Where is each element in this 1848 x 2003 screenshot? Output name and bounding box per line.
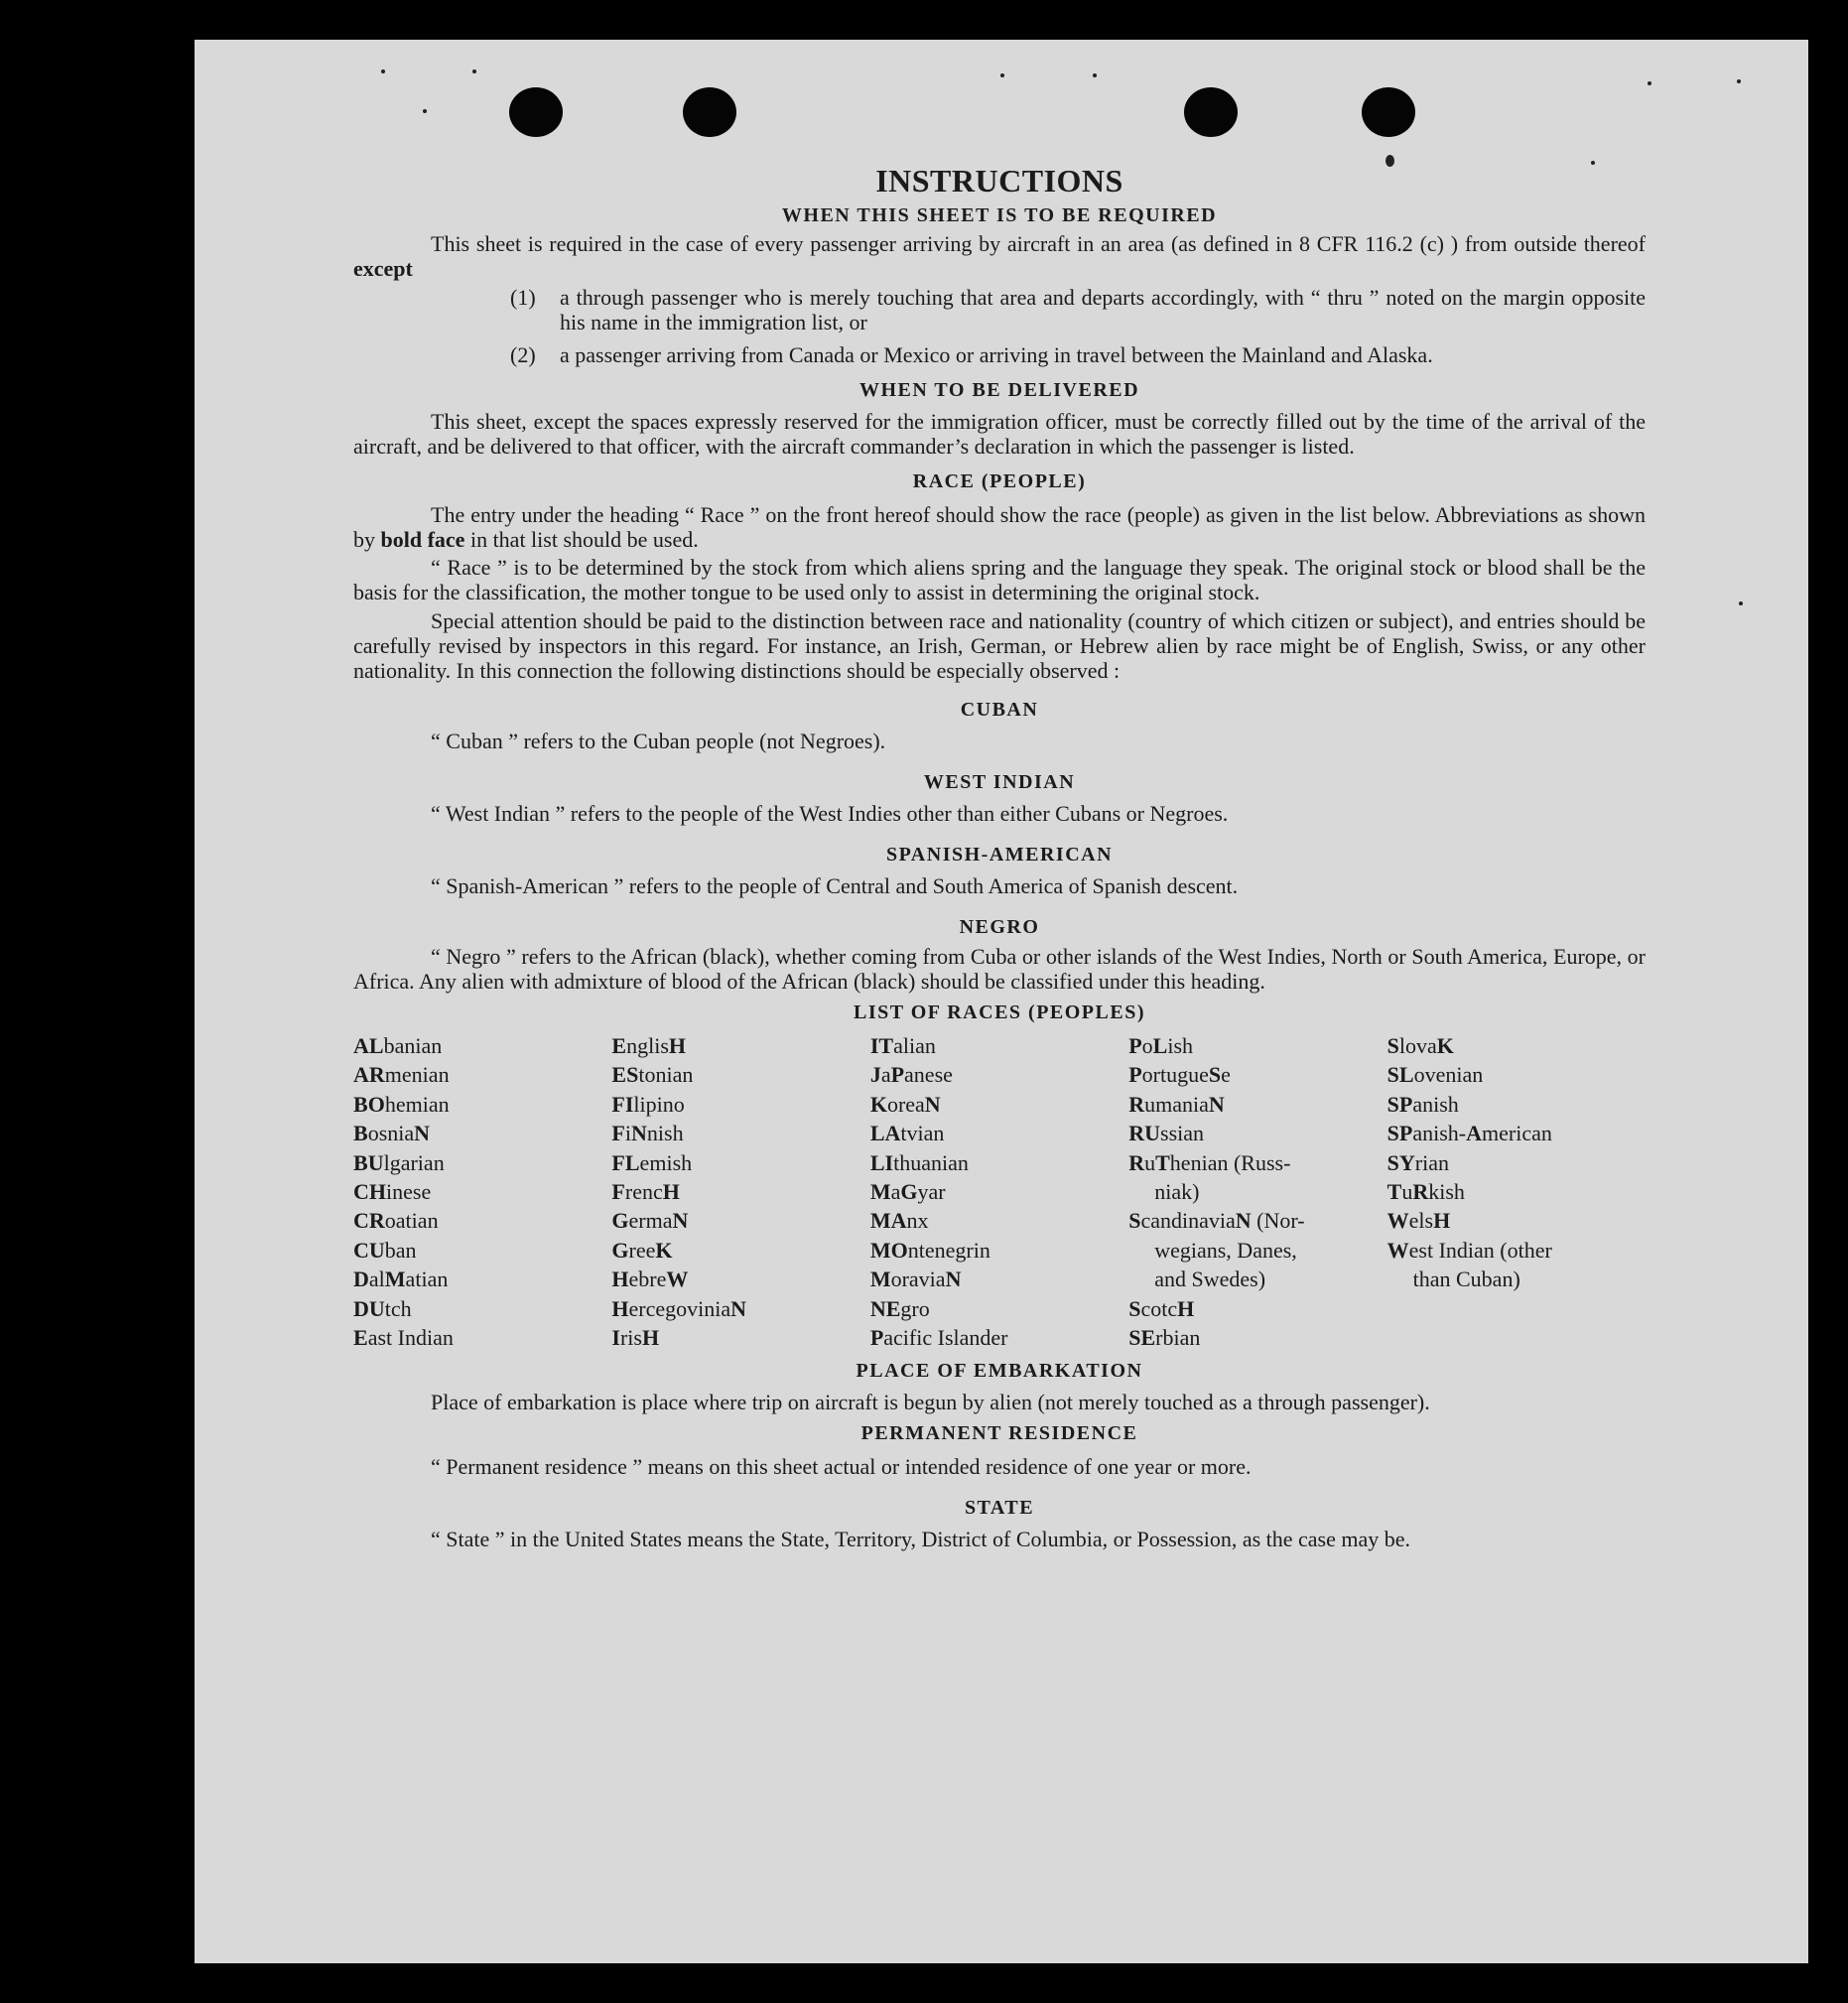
paragraph: Special attention should be paid to the distinction between race and nationality (country of which citizen or subject), and entries should be carefully revised by inspectors in this regard. For instance, an Irish, German, or Hebrew alien by race might be of English, Swiss, or any other nationality. In this connection the following distinctions should be especially observed : [353, 608, 1646, 683]
instructions-content [353, 161, 1646, 1551]
paragraph: “ Permanent residence ” means on this sheet actual or intended residence of one year or more. [431, 1454, 1252, 1480]
paragraph: “ West Indian ” refers to the people of the West Indies other than either Cubans or Negroes. [431, 801, 1229, 826]
dust-speck [1093, 73, 1097, 77]
race-entry: LAtvian [869, 1121, 945, 1146]
race-entry: wegians, Danes, [1154, 1237, 1297, 1263]
race-entry: than Cuban) [1412, 1267, 1520, 1292]
punch-hole [683, 87, 736, 137]
section-heading: WHEN THIS SHEET IS TO BE REQUIRED [781, 204, 1218, 226]
races-column [1387, 1031, 1646, 1352]
dust-speck [472, 69, 476, 73]
section-heading: WHEN TO BE DELIVERED [858, 379, 1140, 401]
race-entry: KoreaN [869, 1091, 941, 1117]
race-entry: JaPanese [869, 1062, 953, 1088]
race-entry: FrencH [611, 1179, 680, 1205]
dust-speck [1648, 81, 1651, 85]
race-entry: DalMatian [353, 1267, 449, 1292]
race-entry: BosniaN [353, 1121, 431, 1146]
paragraph: “ Negro ” refers to the African (black), whether coming from Cuba or other islands of the West Indies, North or South America, Europe, or Africa. Any alien with admixture of blood of the African (black) should be classified under this heading. [353, 944, 1646, 994]
race-entry: MOntenegrin [869, 1237, 990, 1263]
race-entry: BOhemian [353, 1091, 450, 1117]
race-entry: West Indian (other [1386, 1237, 1552, 1263]
paragraph: Place of embarkation is place where trip on aircraft is begun by alien (not merely touched as a through passenger). [431, 1390, 1430, 1415]
races-column [353, 1031, 611, 1352]
race-entry: CHinese [353, 1179, 432, 1205]
paragraph: This sheet is required in the case of every passenger arriving by aircraft in an area (as defined in 8 CFR 116.2 (c) ) from outside thereof except [353, 231, 1646, 281]
race-entry: DUtch [353, 1295, 412, 1321]
race-entry: SlovaK [1386, 1033, 1454, 1058]
race-entry: PortugueSe [1128, 1062, 1231, 1088]
race-entry: EnglisH [611, 1033, 687, 1058]
punch-hole [509, 87, 563, 137]
paragraph: This sheet, except the spaces expressly reserved for the immigration officer, must be correctly filled out by the time of the arrival of the aircraft, and be delivered to that officer, with the aircraft commander’s declaration in which the passenger is listed. [353, 409, 1646, 459]
paragraph: “ Race ” is to be determined by the stock from which aliens spring and the language they speak. The original stock or blood shall be the basis for the classification, the mother tongue to be used only to assist in determining the original stock. [353, 555, 1646, 604]
race-entry: MAnx [869, 1208, 929, 1234]
race-entry: GreeK [611, 1237, 673, 1263]
race-entry: HercegoviniaN [611, 1295, 747, 1321]
race-entry: ITalian [869, 1033, 936, 1058]
race-entry: niak) [1154, 1179, 1200, 1205]
section-heading: WEST INDIAN [923, 771, 1076, 793]
paragraph: “ State ” in the United States means the State, Territory, District of Columbia, or Possession, as the case may be. [431, 1527, 1411, 1552]
section-heading: NEGRO [959, 916, 1040, 938]
race-entry: PoLish [1128, 1033, 1194, 1058]
punch-hole [1184, 87, 1238, 137]
race-entry: CUban [353, 1237, 417, 1263]
section-heading: CUBAN [960, 699, 1039, 721]
race-entry: GermaN [611, 1208, 689, 1234]
race-entry: SPanish-American [1386, 1121, 1552, 1146]
race-entry: NEgro [869, 1295, 930, 1321]
races-list [353, 1031, 1646, 1352]
race-entry: FIlipino [611, 1091, 685, 1117]
race-entry: CRoatian [353, 1208, 439, 1234]
list-item: (2) a passenger arriving from Canada or Mexico or arriving in travel between the Mainland and Alaska. [510, 342, 1433, 367]
section-heading: STATE [964, 1497, 1035, 1520]
race-entry: TuRkish [1386, 1179, 1465, 1205]
race-entry: ALbanian [353, 1033, 443, 1058]
race-entry: SPanish [1386, 1091, 1459, 1117]
page-title: INSTRUCTIONS [875, 163, 1123, 199]
section-heading: PERMANENT RESIDENCE [860, 1422, 1138, 1445]
race-entry: EStonian [611, 1062, 694, 1088]
race-entry: SLovenian [1386, 1062, 1484, 1088]
section-heading: PLACE OF EMBARKATION [856, 1360, 1143, 1383]
race-entry: Pacific Islander [869, 1325, 1008, 1351]
race-entry: BUlgarian [353, 1149, 445, 1175]
race-entry: RUssian [1128, 1121, 1205, 1146]
race-entry: MaGyar [869, 1179, 946, 1205]
race-entry: FLemish [611, 1149, 693, 1175]
dust-speck [1737, 79, 1741, 83]
dust-speck [381, 69, 385, 73]
race-entry: HebreW [611, 1267, 689, 1292]
dust-speck [1000, 73, 1004, 77]
section-heading: RACE (PEOPLE) [912, 470, 1087, 492]
race-entry: East Indian [353, 1325, 454, 1351]
race-entry: ARmenian [353, 1062, 450, 1088]
race-entry: SErbian [1128, 1325, 1201, 1351]
paragraph: “ Spanish-American ” refers to the people of Central and South America of Spanish descent. [431, 873, 1239, 898]
race-entry: SYrian [1386, 1149, 1449, 1175]
list-item: (1) a through passenger who is merely touching that area and departs accordingly, with “ thru ” noted on the margin opposite his name in the immigration list, or [510, 285, 1646, 334]
paragraph: The entry under the heading “ Race ” on the front hereof should show the race (people) as given in the list below. Abbreviations as shown by bold face in that list should be used. [353, 502, 1646, 552]
race-entry: MoraviaN [869, 1267, 962, 1292]
race-entry: and Swedes) [1154, 1267, 1266, 1292]
race-entry: WelsH [1386, 1208, 1451, 1234]
races-column [870, 1031, 1128, 1352]
document-sheet [195, 40, 1808, 1963]
races-column [1128, 1031, 1386, 1352]
dust-speck [423, 109, 427, 113]
section-heading: LIST OF RACES (PEOPLES) [853, 1002, 1145, 1023]
dust-speck [1739, 601, 1743, 605]
race-entry: FiNnish [611, 1121, 684, 1146]
race-entry: RumaniaN [1128, 1091, 1225, 1117]
section-heading: SPANISH-AMERICAN [885, 844, 1114, 866]
races-column [611, 1031, 869, 1352]
race-entry: IrisH [611, 1325, 660, 1351]
race-entry: ScotcH [1128, 1295, 1195, 1321]
race-entry: LIthuanian [869, 1149, 969, 1175]
race-entry: RuThenian (Russ- [1128, 1149, 1291, 1175]
paragraph: “ Cuban ” refers to the Cuban people (not Negroes). [431, 729, 886, 753]
race-entry: ScandinaviaN (Nor- [1128, 1208, 1305, 1234]
punch-hole [1362, 87, 1415, 137]
